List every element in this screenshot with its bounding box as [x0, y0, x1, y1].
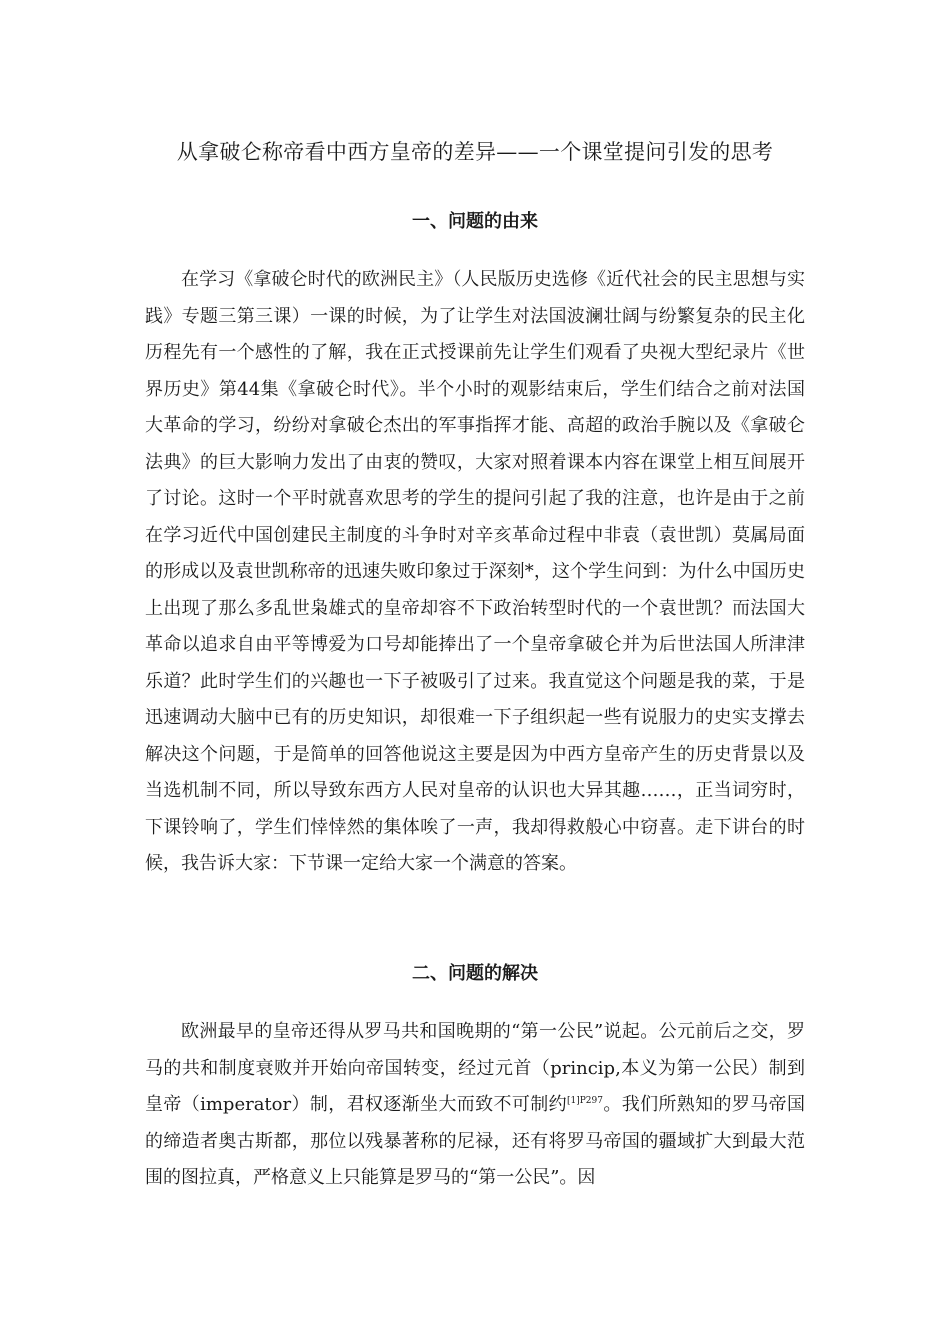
citation-superscript: [1]P297: [566, 1096, 603, 1106]
paragraph-text-after-citation: 。我们所熟知的罗马帝国的缔造者奥古斯都，那位以残暴著称的尼禄，还有将罗马帝国的疆域扩大到最大范围的图拉真，严格意义上只能算是罗马的“第一公民”。因: [145, 1094, 806, 1188]
document-title: 从拿破仑称帝看中西方皇帝的差异——一个课堂提问引发的思考: [176, 140, 774, 164]
paragraph-text-before-citation: 欧洲最早的皇帝还得从罗马共和国晚期的“第一公民”说起。公元前后之交，罗马的共和制度衰败并开始向帝国转变，经过元首（princip,本义为第一公民）制到皇帝（imperator）制，君权逐渐坐大而致不可制约: [145, 1021, 805, 1115]
section-heading-solution: 二、问题的解决: [412, 963, 538, 984]
paragraph-solution: [145, 1014, 805, 1197]
section-heading-origin: 一、问题的由来: [412, 211, 538, 232]
paragraph-origin: 在学习《拿破仑时代的欧洲民主》（人民版历史选修《近代社会的民主思想与实践》专题三第三课）一课的时候，为了让学生对法国波澜壮阔与纷繁复杂的民主化历程先有一个感性的了解，我在正式授课前先让学生们观看了央视大型纪录片《世界历史》第44集《拿破仑时代》。半个小时的观影结束后，学生们结合之前对法国大革命的学习，纷纷对拿破仑杰出的军事指挥才能、高超的政治手腕以及《拿破仑法典》的巨大影响力发出了由衷的赞叹，大家对照着课本内容在课堂上相互间展开了讨论。这时一个平时就喜欢思考的学生的提问引起了我的注意，也许是由于之前在学习近代中国创建民主制度的斗争时对辛亥革命过程中非袁（袁世凯）莫属局面的形成以及袁世凯称帝的迅速失败印象过于深刻*，这个学生问到：为什么中国历史上出现了那么多乱世枭雄式的皇帝却容不下政治转型时代的一个袁世凯？而法国大革命以追求自由平等博爱为口号却能捧出了一个皇帝拿破仑并为后世法国人所津津乐道？此时学生们的兴趣也一下子被吸引了过来。我直觉这个问题是我的菜，于是迅速调动大脑中已有的历史知识，却很难一下子组织起一些有说服力的史实支撑去解决这个问题，于是简单的回答他说这主要是因为中西方皇帝产生的历史背景以及当选机制不同，所以导致东西方人民对皇帝的认识也大异其趣……，正当词穷时，下课铃响了，学生们悻悻然的集体唉了一声，我却得救般心中窃喜。走下讲台的时候，我告诉大家：下节课一定给大家一个满意的答案。: [145, 269, 805, 874]
